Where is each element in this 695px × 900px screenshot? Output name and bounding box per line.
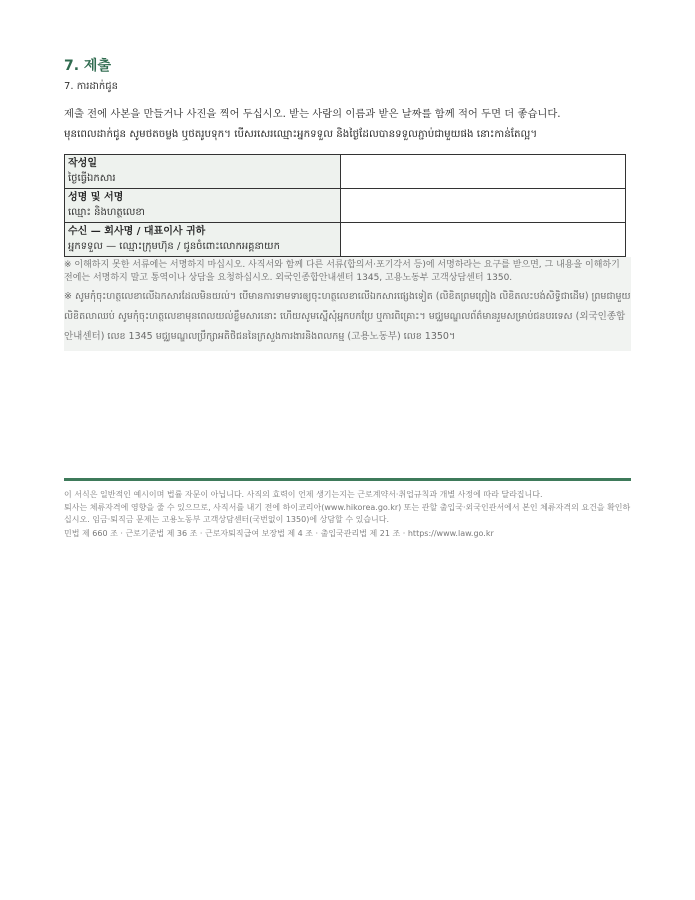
submission-section: [64, 56, 631, 351]
section-title: 7. 제출: [64, 58, 111, 74]
name-signature-label-km: ឈ្មោះ និងហត្ថលេខា: [68, 207, 145, 218]
date-label-ko: 작성일: [68, 158, 97, 169]
recipient-label-cell: [65, 223, 341, 257]
table-row: [65, 223, 626, 257]
notice-khmer: ※ សូមកុំចុះហត្ថលេខាលើឯកសារដែលមិនយល់។ បើមានការទាមទារឲ្យចុះហត្ថលេខាលើឯកសារផ្សេងទៀត (លិខិតព្រមព្រៀង លិខិតលះបង់សិទ្ធិជាដើម) ព្រមជាមួយលិខិតលាឈប់ សូមកុំចុះហត្ថលេខាមុនពេលយល់ខ្លឹមសារនោះ ហើយសូមស្នើសុំអ្នកបកប្រែ ឬការពិគ្រោះ។ មជ្ឈមណ្ឌលព័ត៌មានរួមសម្រាប់ជនបរទេស (외국인종합안내센터) លេខ 1345 មជ្ឈមណ្ឌលប្រឹក្សាអតិថិជននៃក្រសួងការងារនិងពលកម្ម (고용노동부) លេខ 1350។: [64, 291, 631, 342]
recipient-field[interactable]: [341, 223, 626, 257]
intro-text: [64, 104, 631, 144]
intro-khmer: មុនពេលដាក់ជូន សូមថតចម្លង ឬថតរូបទុក។ បើសរសេរឈ្មោះអ្នកទទួល និងថ្ងៃដែលបានទទួលភ្ជាប់ជាមួយផង នោះកាន់តែល្អ។: [64, 128, 538, 140]
footer: [64, 478, 631, 540]
notice-box: [64, 257, 631, 351]
date-label-km: ថ្ងៃធ្វើឯកសារ: [68, 173, 116, 184]
intro-korean: 제출 전에 사본을 만들거나 사진을 찍어 두십시오. 받는 사람의 이름과 받은 날짜를 함께 적어 두면 더 좋습니다.: [64, 108, 561, 120]
date-field[interactable]: [341, 155, 626, 189]
footer-visa-note: 퇴사는 체류자격에 영향을 줄 수 있으므로, 사직서를 내기 전에 하이코리아(www.hikorea.go.kr) 또는 관할 출입국·외국인관서에서 본인 체류자격의 요건을 확인하십시오. 임금·퇴직금 문제는 고용노동부 고객상담센터(국번없이 1350)에 상담할 수 있습니다.: [64, 502, 631, 524]
table-row: [65, 155, 626, 189]
date-label-cell: [65, 155, 341, 189]
name-signature-label-cell: [65, 189, 341, 223]
recipient-label-ko: 수신 — 회사명 / 대표이사 귀하: [68, 226, 206, 237]
signature-table: [64, 154, 626, 257]
recipient-label-km: អ្នកទទួល — ឈ្មោះក្រុមហ៊ុន / ជូនចំពោះលោកអគ្គនាយក: [68, 241, 280, 252]
table-row: [65, 189, 626, 223]
name-signature-field[interactable]: [341, 189, 626, 223]
footer-references: 민법 제 660 조 · 근로기준법 제 36 조 · 근로자퇴직급여 보장법 제 4 조 · 출입국관리법 제 21 조 · https://www.law.go.kr: [64, 528, 494, 538]
footer-disclaimer: 이 서식은 일반적인 예시이며 법률 자문이 아닙니다. 사직의 효력이 언제 생기는지는 근로계약서·취업규칙과 개별 사정에 따라 달라집니다.: [64, 490, 543, 499]
name-signature-label-ko: 성명 및 서명: [68, 192, 124, 203]
notice-korean: ※ 이해하지 못한 서류에는 서명하지 마십시오. 사직서와 함께 다른 서류(합의서·포기각서 등)에 서명하라는 요구를 받으면, 그 내용을 이해하기 전에는 서명하지 말고 통역이나 상담을 요청하십시오. 외국인종합안내센터 1345, 고용노동부 고객상담센터 1350.: [64, 260, 620, 283]
section-subtitle: 7. ការដាក់ជូន: [64, 81, 118, 92]
